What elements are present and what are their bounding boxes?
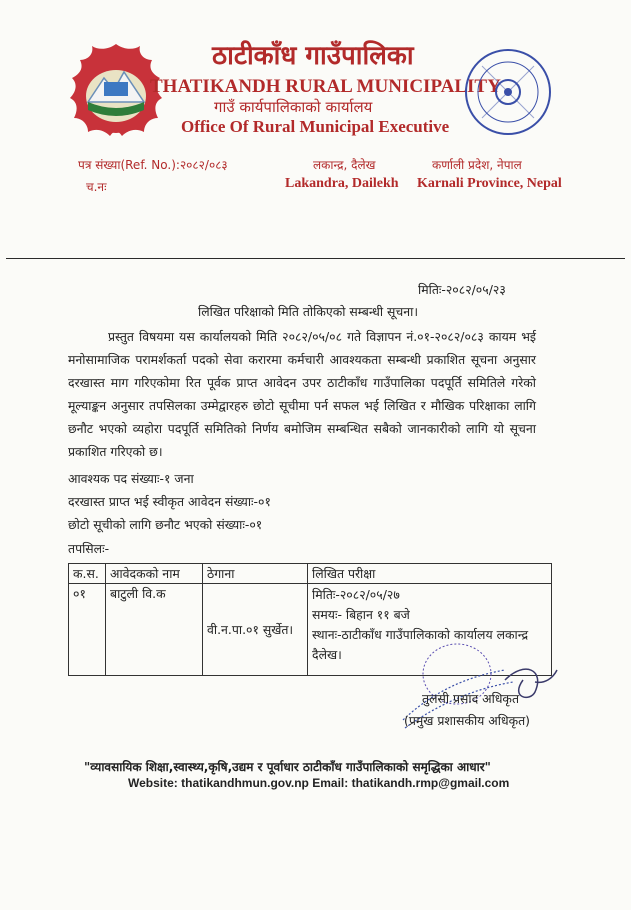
letter-body: प्रस्तुत विषयमा यस कार्यालयको मिति २०८२/०५/०८ गते विज्ञापन नं.०१-२०८२/०८३ कायम भई मनोसामाजिक परामर्शकर्ता पदको सेवा करारमा कर्मचारी आवश्यकता सम्बन्धी प्रकाशित सूचना अनुसार दरखास्त माग गरिएकोमा रित पूर्वक प्राप्त आवेदन उपर ठाटीकाँध गाउँपालिका पदपूर्ति समितिले गरेको मूल्याङ्कन अनुसार तपसिलका उम्मेद्वारहरु छोटो सूचीमा पर्न सफल भई लिखित र मौखिक परिक्षाका लागि छनौट भएको व्यहोरा पदपूर्ति समितिको निर्णय बमोजिम सम्बन्धित सबैको जानकारीको लागि यो सूचना प्रकाशित गरिएको छ। <box>68 329 536 459</box>
required-posts: आवश्यक पद संख्याः-१ जना <box>68 471 194 486</box>
cell-name: बाटुली वि.क <box>106 584 203 676</box>
column-header-address: ठेगाना <box>203 564 308 584</box>
header-divider <box>6 258 625 259</box>
municipality-title-nepali: ठाटीकाँध गाउँपालिका <box>212 41 414 71</box>
shortlisted-count: छोटो सूचीको लागि छनौट भएको संख्याः-०१ <box>68 517 263 532</box>
province-nepali: कर्णाली प्रदेश, नेपाल <box>432 158 522 172</box>
office-subtitle-nepali: गाउँ कार्यपालिकाको कार्यालय <box>214 98 373 116</box>
municipality-title-english: THATIKANDH RURAL MUNICIPALITY <box>150 76 501 97</box>
location-english: Lakandra, Dailekh <box>285 176 399 191</box>
column-header-exam: लिखित परीक्षा <box>308 564 552 584</box>
received-applications: दरखास्त प्राप्त भई स्वीकृत आवेदन संख्याः-०१ <box>68 494 271 509</box>
exam-venue: स्थानः-ठाटीकाँध गाउँपालिकाको कार्यालय लकान्द्र दैलेख। <box>312 627 529 662</box>
exam-date: मितिः-२०८२/०५/२७ <box>312 587 400 602</box>
cell-sn: ०१ <box>69 584 106 676</box>
footer-contact: Website: thatikandhmun.gov.np Email: thatikandh.rmp@gmail.com <box>128 776 510 790</box>
dispatch-number: च.नः <box>86 180 107 194</box>
address-text: वी.न.पा.०१ सुर्खेत। <box>207 622 294 637</box>
office-subtitle-english: Office Of Rural Municipal Executive <box>181 117 450 136</box>
letter-subject: लिखित परिक्षाको मिति तोकिएको सम्बन्धी सूचना। <box>198 304 419 319</box>
details-label: तपसिलः- <box>68 541 110 556</box>
footer-motto: "व्यावसायिक शिक्षा,स्वास्थ्य,कृषि,उद्यम र पूर्वाधार ठाटीकाँध गाउँपालिकाको समृद्धिका आधार" <box>84 760 491 774</box>
column-header-sn: क.स. <box>69 564 106 584</box>
exam-time: समयः- बिहान ११ बजे <box>312 607 410 622</box>
province-english: Karnali Province, Nepal <box>417 176 562 191</box>
signatory-designation: (प्रमुख प्रशासकीय अधिकृत) <box>404 713 530 728</box>
office-seal-stamp <box>462 42 554 142</box>
letter-date: मितिः-२०८२/०५/२३ <box>418 282 506 297</box>
signatory-name: तुलसी प्रसाद अधिकृत <box>422 691 520 706</box>
reference-number: पत्र संख्या(Ref. No.):२०८२/०८३ <box>78 158 228 172</box>
cell-address <box>203 584 308 676</box>
location-nepali: लकान्द्र, दैलेख <box>313 158 376 172</box>
column-header-name: आवेदकको नाम <box>106 564 203 584</box>
